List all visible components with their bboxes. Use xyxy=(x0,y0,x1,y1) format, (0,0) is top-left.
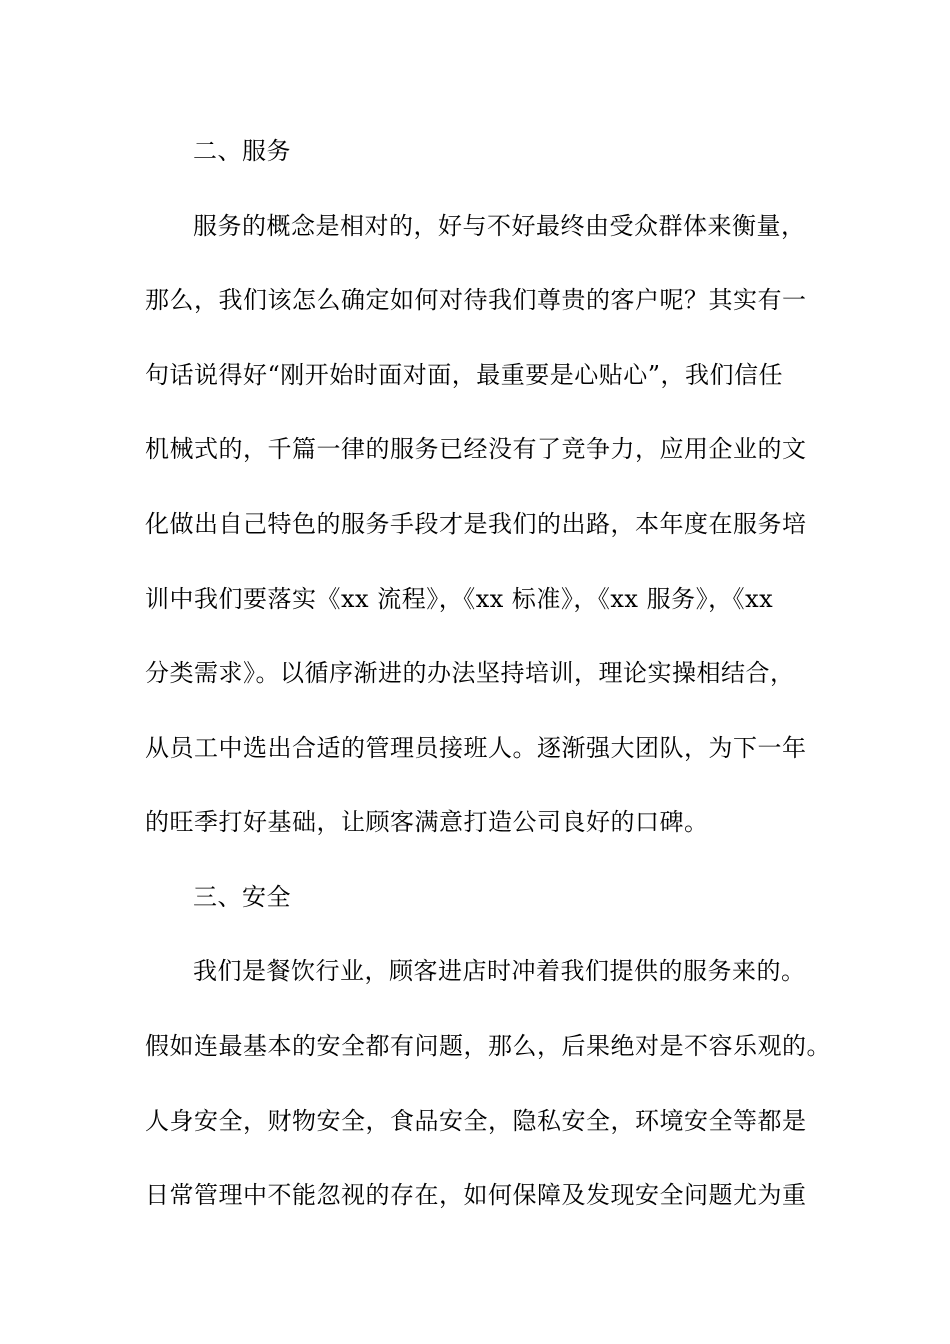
paragraph-line: 从员工中选出合适的管理员接班人。逐渐强大团队，为下一年 xyxy=(145,734,807,762)
paragraph-line: 机械式的，千篇一律的服务已经没有了竞争力，应用企业的文 xyxy=(145,435,807,463)
paragraph-line: 分类需求》。以循序渐进的办法坚持培训，理论实操相结合， xyxy=(145,659,795,687)
paragraph-line: 句话说得好“刚开始时面对面，最重要是心贴心”，我们信任 xyxy=(145,361,784,389)
paragraph-line: 人身安全，财物安全，食品安全，隐私安全，环境安全等都是 xyxy=(145,1107,807,1135)
section-heading-safety: 三、安全 xyxy=(193,883,291,911)
paragraph-line: 日常管理中不能忽视的存在，如何保障及发现安全问题尤为重 xyxy=(145,1181,807,1209)
paragraph-line: 服务的概念是相对的，好与不好最终由受众群体来衡量， xyxy=(193,212,806,240)
section-heading-service: 二、服务 xyxy=(193,137,291,165)
paragraph-line: 训中我们要落实《xx 流程》，《xx 标准》，《xx 服务》，《xx xyxy=(145,585,774,613)
paragraph-line: 化做出自己特色的服务手段才是我们的出路，本年度在服务培 xyxy=(145,510,807,538)
paragraph-line: 那么，我们该怎么确定如何对待我们尊贵的客户呢？其实有一 xyxy=(145,286,807,314)
paragraph-line: 的旺季打好基础，让顾客满意打造公司良好的口碑。 xyxy=(145,808,709,836)
paragraph-line: 假如连最基本的安全都有问题，那么，后果绝对是不容乐观的。 xyxy=(145,1032,831,1060)
paragraph-line: 我们是餐饮行业，顾客进店时冲着我们提供的服务来的。 xyxy=(193,957,806,985)
